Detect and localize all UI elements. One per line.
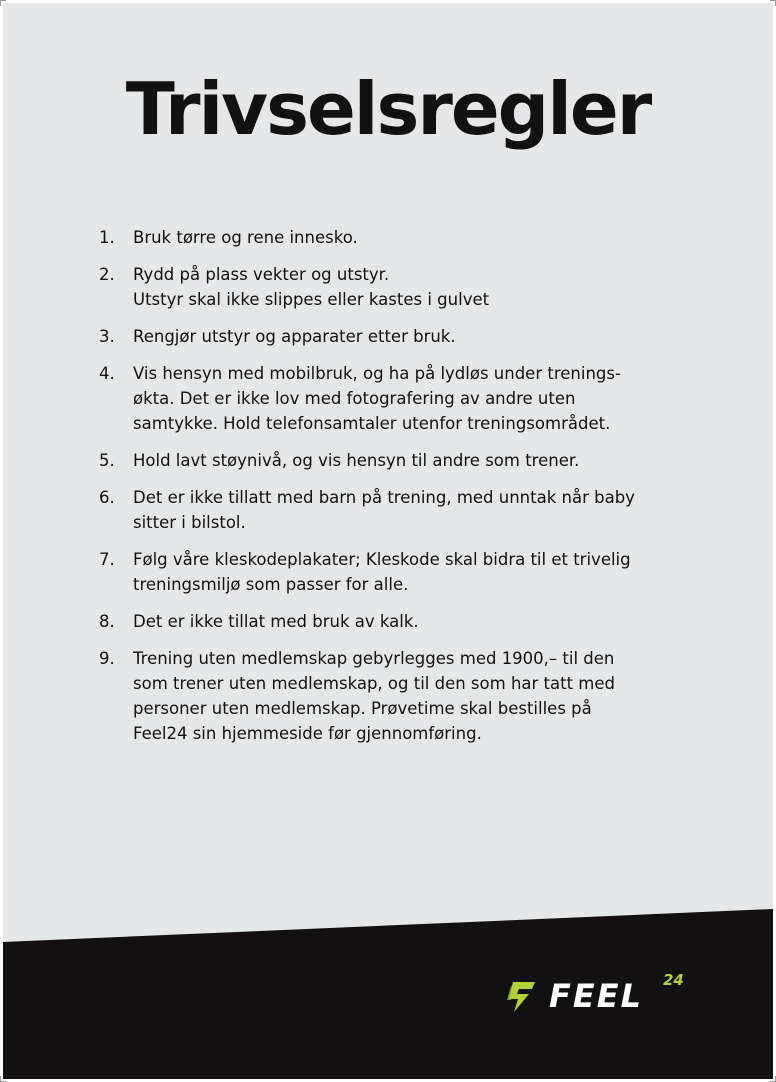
lightning-bolt-icon [505, 980, 541, 1014]
rule-item [99, 609, 684, 634]
rule-text: Trening uten medlemskap gebyrlegges med 1900,– til den som trener uten medlemskap, og til den som har tatt med personer uten medlemskap. Prøvetime skal bestilles på Feel24 sin hjemmeside før gjennomføring. [133, 649, 616, 743]
rule-text: Følg våre kleskodeplakater; Kleskode skal bidra til et trivelig treningsmiljø som passer for alle. [133, 550, 631, 594]
logo-wordmark: FEEL [549, 977, 643, 1015]
rule-text: Hold lavt støynivå, og vis hensyn til andre som trener. [133, 451, 580, 470]
rule-text: Bruk tørre og rene innesko. [133, 228, 358, 247]
rule-number: 3. [99, 327, 115, 346]
rule-item [99, 448, 684, 473]
rule-text: Rydd på plass vekter og utstyr. Utstyr skal ikke slippes eller kastes i gulvet [133, 265, 490, 309]
rule-item [99, 547, 684, 597]
rule-number: 6. [99, 488, 115, 507]
rule-item [99, 361, 684, 436]
crop-mark [770, 0, 776, 1]
footer-band [3, 909, 773, 1079]
page-title: Trivselsregler [125, 67, 651, 151]
rule-item [99, 324, 684, 349]
rules-list [99, 225, 684, 758]
rule-text: Det er ikke tillat med bruk av kalk. [133, 612, 419, 631]
rule-number: 8. [99, 612, 115, 631]
rule-number: 7. [99, 550, 115, 569]
rule-item [99, 485, 684, 535]
brand-logo [505, 971, 695, 1016]
rule-item [99, 646, 684, 746]
rule-number: 9. [99, 649, 115, 668]
rule-text: Det er ikke tillatt med barn på trening, med unntak når baby sitter i bilstol. [133, 488, 635, 532]
rule-number: 5. [99, 451, 115, 470]
rule-item [99, 262, 684, 312]
rule-number: 4. [99, 364, 115, 383]
rule-item [99, 225, 684, 250]
poster [3, 3, 773, 1079]
rule-number: 2. [99, 265, 115, 284]
rule-text: Rengjør utstyr og apparater etter bruk. [133, 327, 456, 346]
rule-number: 1. [99, 228, 115, 247]
crop-mark [0, 0, 6, 1]
logo-superscript: 24 [663, 971, 684, 989]
rule-text: Vis hensyn med mobilbruk, og ha på lydløs under trenings- økta. Det er ikke lov med fotografering av andre uten samtykke. Hold telefonsamtaler utenfor treningsområdet. [133, 364, 621, 433]
